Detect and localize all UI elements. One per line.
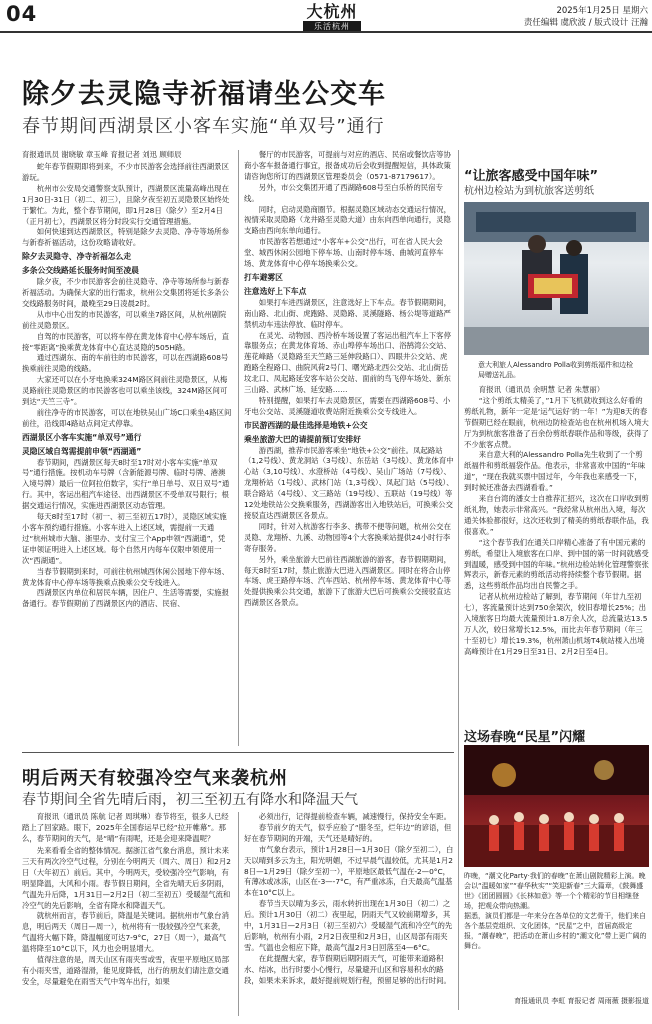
paragraph: 杭州市公安局交通警察支队预计，西湖景区流量高峰出现在1月30日-31日（初二、初三），且除夕夜至初五灵隐景区始终处于繁忙。为此，整个春节期间，即1月28日（除夕）至2月4日（正月初七），西湖景区将分时段实行交通管理措施。 — [22, 183, 230, 226]
photo-byline-2: 育报通讯员 李虹 育报记者 周雨薇 摄影报道 — [514, 997, 649, 1005]
sidebar-article-1 — [464, 385, 649, 710]
border-check-photo — [464, 202, 649, 355]
main-subheadline: 春节期间西湖景区小客车实施“单双号”通行 — [22, 116, 385, 137]
paragraph: “这个剪纸太精美了，”1月下飞机就收到这么好看的剪纸礼物，新年一定是‘运气运好’的一年！”为迎8天的春节假期已经在眼前，杭州边防检查站也在杭州机场入境大厅为到杭旅客准备了百余份剪纸春联作品和等级，获得了不少旅客点赞。 — [464, 395, 649, 449]
paragraph: 来自意大利的Alessandro Polla先生收到了一个剪纸福件和剪纸福袋作品。他表示，非常喜欢中国的“年味道”，“现在我就买票中国过年，今年我也来感受一下，到时候还准备去西湖看看。” — [464, 450, 646, 493]
section-subhead: 乘坐旅游大巴的请提前预订安排好 — [244, 434, 361, 444]
paragraph: 另外，乘坐旅游大巴前往西湖旅游的游客，春节假期期间，每天8时至17时，禁止旅游大巴进入西湖景区。同时在将合山停车场、虎王路停车场、汽车西站、杭州停车场、黄龙体育中心等处提供换乘公共交通，旅游下了旅游大巴后可换乘公交接驳直达西湖景区各景点。 — [244, 554, 451, 608]
paragraph: 在此提醒大家，春节假期后期阴雨天气，可能带来道路积水、结冰，出行时要小心慢行，尽量避开山区和容易积水的路段，如果未来诉求，最好提前规划行程，预留足够的出行时间。 — [244, 953, 451, 985]
sidebar-headline-1: “让旅客感受中国年味” — [464, 169, 599, 184]
main-article-col1 — [22, 162, 232, 742]
weather-headline: 明后两天有较强冷空气来袭杭州 — [22, 768, 288, 789]
story-divider — [22, 752, 454, 753]
section-subhead: 除夕去灵隐寺、净寺祈福怎么走 — [22, 252, 132, 262]
weather-article-col2 — [244, 812, 454, 1016]
paragraph: 每天8时至17时（初一、初三至初五17时），灵隐区域实施小客车预约通行措施。小客车进入上述区域，需提前一天通过“杭州城市大脑、浙里办、支付宝三个App申领“西湖通”，凭证申领证明进入上述区域。每个自然月内每车仅限申领使用一次“西湖通”。 — [22, 512, 227, 565]
paragraph: 西湖景区内单位和居民车辆，因住户、生活等需要，实施报备通行。春节假期前了西湖景区内的酒店、民宿、 — [22, 588, 229, 609]
section-subhead: 打车避雾区 — [244, 272, 283, 282]
section-brand — [300, 3, 364, 32]
paragraph: 另外，市公交集团开通了西湖路608号至白乐桥的民宿专线。 — [244, 182, 443, 203]
main-headline: 除夕去灵隐寺祈福请坐公交车 — [22, 79, 386, 110]
section-subhead: 灵隐区域自驾需提前申领“西湖通” — [22, 446, 142, 456]
photo-caption-1: 意大利旅人Alessandro Polla收到剪纸福件和边检局赠送礼品。 — [478, 361, 634, 379]
paragraph: 如何快速到达西湖景区，特别是除夕去灵隐、净寺等场所参与新春祈福活动，这份攻略请收好。 — [22, 227, 229, 248]
main-byline: 育报通讯员 谢晓敏 章玉峰 育报记者 刘迅 顾师辰 — [22, 150, 182, 159]
sidebar-headline-2: 这场春晚“民星”闪耀 — [464, 730, 586, 745]
weather-byline: 育报讯（通讯员 陈航 记者 周琪琳）春节将至，很多人已经踏上了回家路。眼下，2025年全国春运早已经“拉开帷幕”。那么，春节期间的天气，是“晴”有雨呢，还是会迎来降温呢？ — [22, 812, 229, 843]
date-line: 2025年1月25日 星期六 — [556, 6, 648, 16]
header-rule — [0, 31, 652, 33]
paragraph: 市民游客若想通过“小客车+公交”出行，可在省人民大会堂、城西休闲公园地下停车场、山南时停车场、曲城河直停车场、黄龙体育中心停车场换乘公交。 — [244, 237, 444, 269]
paragraph: “这个春节我们在通关口岸精心准备了有中国元素的剪纸，希望让入境旅客在口岸、到中国的第一时间就感受到温暖，感受到中国的年味。”杭州边检站转化管理警察张辉表示，新春元素的剪纸活动将持续整个春节假期。据悉，这些剪纸作品均出自民警之手。 — [464, 537, 649, 591]
column-divider — [238, 150, 239, 746]
paragraph: 春节期间，西湖景区每天8时至17时对小客车实施“单双号”通行措施。按机动车号牌（含新能源号牌、临时号牌、港澳入境号牌）最后一位阿拉伯数字，实行“单日单号、双日双号”通行。其中，客运出租汽车途径、出西湖景区不受单双号限行；根据交通运行情况，实施进西湖景区动态管理。 — [22, 457, 230, 511]
paragraph: 值得注意的是，周天山区有雨夹雪或雪，夜里平原地区局部有小雨夹雪，道路湿滑，能见度降低，出行的朋友们请注意交通安全，尽量避免在雨雪天气中驾车出行，如果 — [22, 955, 229, 986]
sidebar-divider — [458, 150, 459, 1010]
editor-line: 责任编辑 虞欣波 / 版式设计 汪瀚 — [523, 18, 648, 28]
section-subhead: 市民游西湖的最佳选择是地铁+公交 — [244, 420, 368, 430]
paragraph: 通过西湖东、南的车前往的市民游客，可以在西湖路608号换乘前往灵隐的线路。 — [22, 353, 229, 374]
gala-caption-2: 据悉，演员们都是一年来分在各单位的文艺骨干，他们来自各个基层党组织、文化团体，“民星”之中，首届高级定报，“潮春晚”，把活动在萧山乡村的“潮文化”带上更广阔的舞台。 — [464, 912, 647, 950]
paragraph: 就杭州而言，春节前后，降温是关键词。据杭州市气象台消息，明后两天（周日—周一），杭州将有一股较强冷空气来袭，气温将大幅下降，降温幅度可达7-9°C，27日（周一），最高气温将降至10°C以下，风力也会明显增大。 — [22, 911, 229, 954]
section-subhead: 多条公交线路延长服务时间至凌晨 — [22, 266, 139, 276]
weather-column-divider — [238, 812, 239, 1016]
section-subhead: 注意选好上下车点 — [244, 286, 307, 296]
paragraph: 餐厅的市民游客，可提前与对应的酒店、民宿或餐饮店等协商小客车报备通行事宜，报备成功后会收到提醒短信，具体政策请咨询您所订的西湖景区管理委员会（0571-87179617）。 — [244, 150, 451, 181]
paragraph: 特别提醒，如果打车去灵隐景区，需要在西湖路608号、小牙电公交站、灵溪隧道收费站附近换乘公交专线进入。 — [244, 395, 451, 416]
paragraph: 春节前夕的天气，似乎应验了“腊冬至，烂年边”的谚语，但好在春节期间的开端，天气还是晴好的。 — [244, 822, 452, 843]
paragraph: 当春节假期到来时，可前往杭州城西休闲公园地下停车场、黄龙体育中心停车场等换乘点换乘公交专线进入。 — [22, 566, 229, 587]
weather-subheadline: 春节期间全省先晴后雨，初三至初五有降水和降温天气 — [22, 792, 358, 808]
paragraph: 同时，针对入杭游客行李多、携带不便等问题，杭州公交在灵隐、龙翔桥、九溪、动物园等4个大客换乘站提供24小时行李寄存服务。 — [244, 521, 451, 553]
paragraph: 蛇年春节假期即将到来，不少市民游客会选择前往西湖景区游玩。 — [22, 162, 229, 182]
brand-subtitle: 乐活杭州 — [303, 21, 361, 32]
gala-caption: 昨晚，“潮文化Party·我们的春晚”在萧山剧院精彩上演。晚会以“温暖如家”“春华秋实”“笑迎新春”三大篇章，《鼓舞盛世》《团团圆圆》《长林如意》等一个个精彩的节目相继登场，把观众带向热潮。 — [464, 872, 646, 910]
sidebar-subheadline-1: 杭州边检站为到杭旅客送剪纸 — [464, 186, 594, 197]
paragraph: 春节当天以晴为多云，雨水转折出现在1月30日（初二）之后。预计1月30日（初二）夜里起，阴雨天气又较前期增多，其中，1月31日—2月3日（初三至初六）受暖湿气流和冷空气的先后影响，杭州有小雨，2月2日夜里和2月3日，山区局部有雨夹雪。气温也会相应下降，最高气温2月3日回落至4—6°C。 — [244, 899, 453, 952]
brand-title: 大杭州 — [306, 2, 358, 21]
paragraph: 自驾的市民游客，可以将车停在黄龙体育中心停车场后，直接“零距离”换乘黄龙体育中心直达灵隐的505H路。 — [22, 331, 229, 352]
photo-caption-2 — [464, 871, 649, 981]
page-number: 04 — [6, 2, 38, 26]
section-subhead: 西湖景区小客车实施“单双号”通行 — [22, 432, 142, 442]
sidebar-byline: 育报讯（通讯员 余明慧 记者 朱慧丽） — [478, 385, 605, 394]
weather-article-col1 — [22, 846, 232, 1016]
paragraph: 必须出行，记得提前检查车辆，减速慢行，保持安全车距。 — [258, 812, 451, 821]
main-article-col2 — [244, 150, 454, 742]
paragraph: 除夕夜，不少市民游客会前往灵隐寺、净寺等场所参与新春祈福活动。为确保大家的出行需求，杭州公交集团将延长多条公交线路服务时间，最晚至29日凌晨2时。 — [22, 277, 229, 308]
paragraph: 游西湖，推荐市民游客乘坐“地铁+公交”前往。凤起路站（1,2号线）、黄龙洞站（3号线）、东岳站（3号线）、黄龙体育中心站（3,10号线）、水澄桥站（4号线）、吴山广场站（7号线）、龙翔桥站（1号线）、武林门站（1,3号线）、凤起门站（5号线）、联合路站（4号线）、文三路站（19号线）、五联站（19号线）等12处地铁站公交换乘服务，西湖游客出入地铁站后，可换乘公交接驳直达西湖景区各景点。 — [244, 445, 454, 520]
paragraph: 记者从杭州边检站了解到，春节期间（年廿九至初七），客流量预计达到750余架次，较旧春增长25%；出入境旅客日均最大流量预计1.8万余人次，总流量达13.5万人次，较日常增长12.5%，而比去年春节期间（年三十至初七）增长19.3%，杭州萧山机场T4航站楼入出境高峰预计在1月29日至31日、2月2日至4日。 — [464, 592, 648, 656]
paragraph: 前往净寺的市民游客，可以在地铁吴山广场C口乘坐4路区间前往，沿线即4路站点间定式停靠。 — [22, 407, 232, 428]
paragraph: 在灵光、动物园、西泠桥车场设置了客运出租汽车上下客停靠服务点；在黄龙体育场、赤山埠停车场出口、浴鹄湾公交站、莲花峰路（灵隐路至天竺路三延伸段路口）、四眼井公交站、虎跑路全程路口、曲院风荷2号门、曙光路北西公交站、北山街岳坟北口、凤起路延安客车站公交站、面前的鸟飞停车场处、新东三山路、武林广场、延安路…… — [244, 330, 451, 395]
paragraph: 同时，启动灵隐商圈节。根据灵隐区域动态交通运行情况，视情采取灵隐路（龙井路至灵隐大道）由东向西单向通行，灵隐支路由西向东单向通行。 — [244, 204, 451, 236]
paragraph: 市气象台表示，预计1月28日—1月30日（除夕至初二），白天以晴到多云为主，阳光明媚，不过早晨气温较低，尤其是1月28日—1月29日（除夕至初一），平原地区最低气温在-2—0°C，有薄冰或冰冻，山区在-3—-7°C，有严重冰冻，白天最高气温基本在10°C以上。 — [244, 844, 454, 898]
header-info — [470, 5, 648, 29]
paragraph: 大家还可以在小牙电换乘324M路区间前往灵隐景区，从梅灵路前往灵隐景区的市民游客也可以乘坐该线，324M路区间可到达“天竺三寺”。 — [22, 375, 228, 407]
paragraph: 来自台湾的潘女士自推荐汇招兴，这次在口岸收到剪纸礼物，她表示非常高兴。“我经常从杭州出入境，每次通关体验都很好，这次还收到了精美的剪纸春联作品，我很喜欢。” — [464, 494, 649, 536]
paragraph: 从市中心出发的市民游客，可以乘坐7路区间，从杭州剧院前往灵隐景区。 — [22, 309, 227, 330]
gala-photo — [464, 745, 649, 867]
paragraph: 先来看看全省的整体情况。据浙江省气象台消息，预计未来三天有两次冷空气过程，分别在今明两天（周六、周日）和2月2日（大年初五）前后。其中，今明两天，受较强冷空气影响，有明显降温，大风和小雨。春节假日期间，全省先晴天后多阴雨，气温先升后降，1月31日—2月2日（初二至初五）受暖湿气流和冷空气的先后影响，全省有降水和降温天气。 — [22, 846, 231, 910]
paragraph: 如果打车进西湖景区，注意选好上下车点。春节假期期间，南山路、北山街、虎跑路、灵隐路、灵溪隧路、杨公堤等道路严禁机动车违法停放、临时停车。 — [244, 297, 451, 329]
